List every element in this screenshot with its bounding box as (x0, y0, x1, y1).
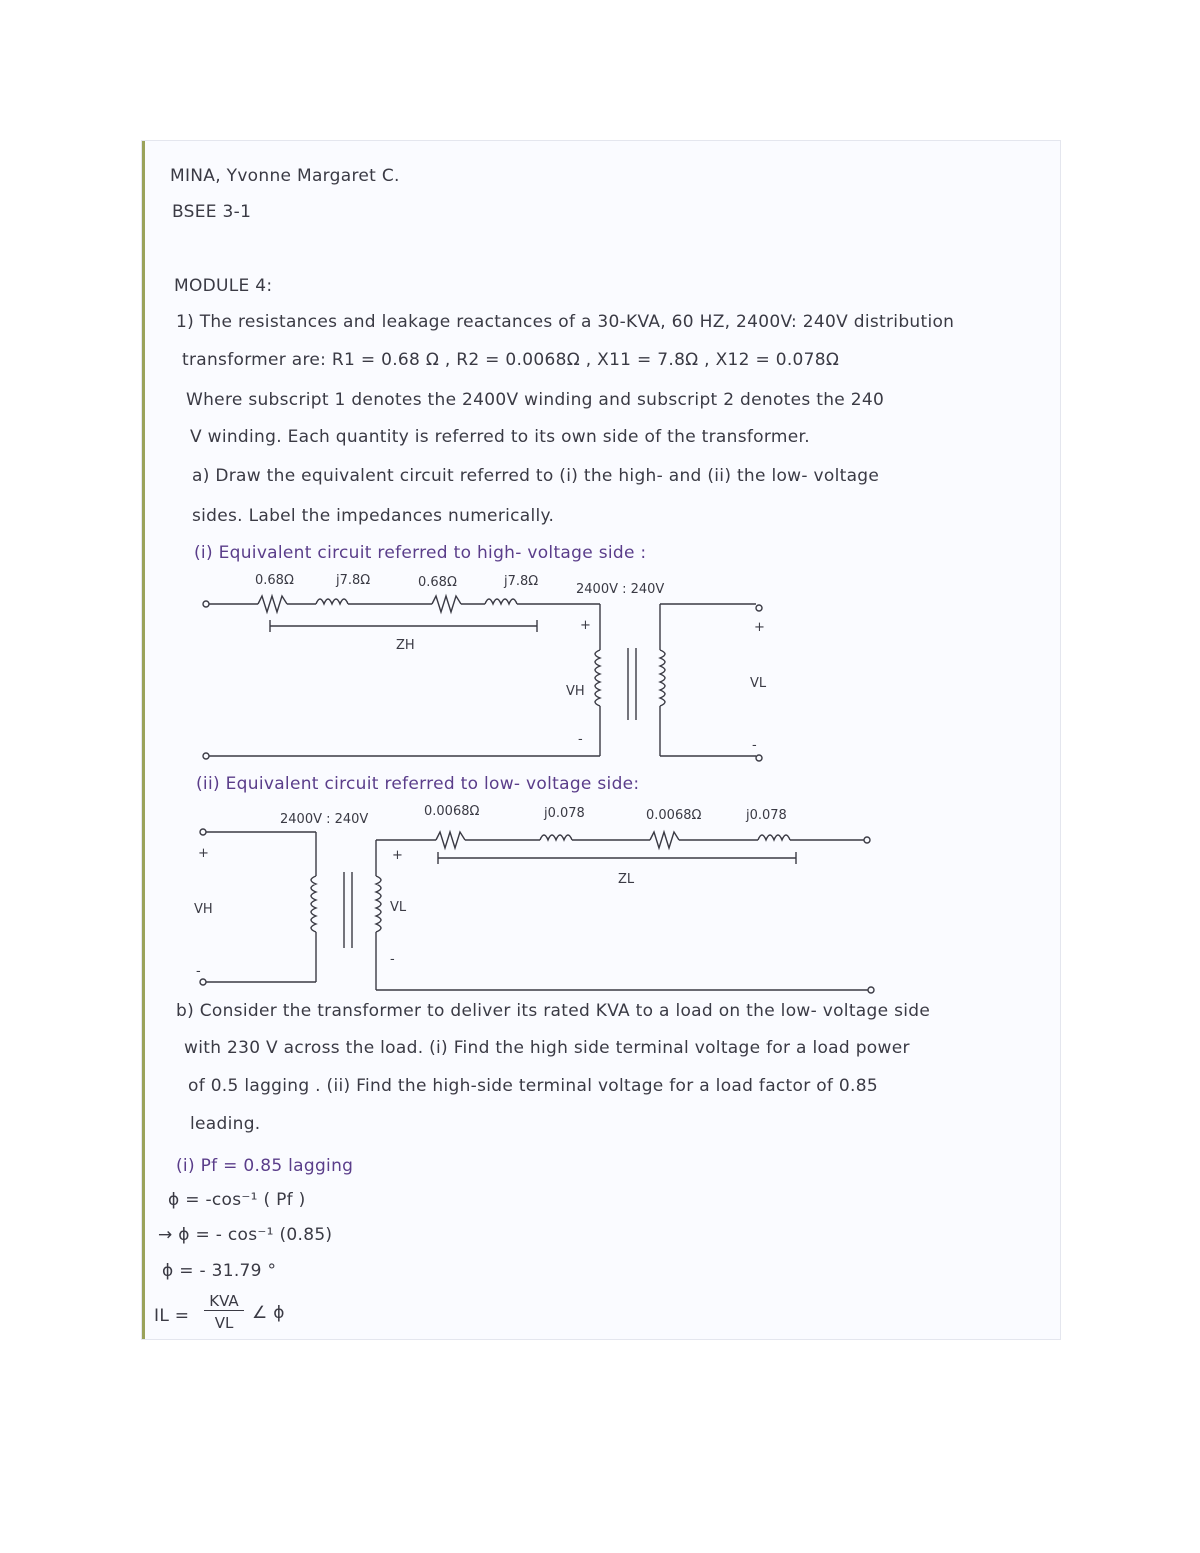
lv-circuit-title: (ii) Equivalent circuit referred to low- voltage side: (196, 774, 640, 794)
part-b-line-1: b) Consider the transformer to deliver its rated KVA to a load on the low- voltage side (176, 1001, 931, 1021)
lv-x2-inductor-symbol (758, 835, 790, 840)
solution-phi-definition: ϕ = -cos⁻¹ ( Pf ) (168, 1190, 306, 1210)
problem-1-line-4: V winding. Each quantity is referred to its own side of the transformer. (190, 427, 810, 447)
lv-x1-label: j0.078 (544, 806, 585, 821)
hv-x2-inductor-symbol (485, 599, 517, 604)
lv-secondary-minus: - (390, 952, 395, 967)
solution-phi-value: ϕ = - 31.79 ° (162, 1261, 277, 1281)
problem-1-line-3: Where subscript 1 denotes the 2400V winding and subscript 2 denotes the 240 (186, 390, 885, 410)
lv-secondary-plus: + (392, 848, 403, 863)
lv-r1-label: 0.0068Ω (424, 804, 480, 819)
hv-secondary-plus: + (754, 620, 765, 635)
lv-r2-resistor-symbol (650, 832, 679, 848)
hv-turns-ratio: 2400V : 240V (576, 582, 665, 597)
hv-r1-resistor-symbol (258, 596, 287, 612)
hv-primary-minus: - (578, 732, 583, 747)
solution-current-denominator: VL (214, 1314, 234, 1332)
hv-r1-label: 0.68Ω (255, 573, 294, 588)
solution-current-angle: ∠ ϕ (252, 1303, 285, 1323)
lv-vl-label: VL (390, 900, 407, 915)
hv-vh-label: VH (566, 684, 585, 699)
lv-secondary-coil (376, 876, 381, 932)
hv-x2-label: j7.8Ω (504, 574, 539, 589)
part-a-line-2: sides. Label the impedances numerically. (192, 506, 555, 526)
student-name: MINA, Yvonne Margaret C. (170, 166, 400, 186)
hv-secondary-minus: - (752, 738, 757, 753)
lv-x1-inductor-symbol (540, 835, 572, 840)
student-section: BSEE 3-1 (172, 202, 252, 222)
hv-vl-label: VL (750, 676, 767, 691)
module-title: MODULE 4: (174, 276, 273, 296)
solution-power-factor: (i) Pf = 0.85 lagging (176, 1156, 354, 1176)
lv-vh-label: VH (194, 902, 213, 917)
part-b-line-4: leading. (190, 1114, 261, 1134)
hv-primary-plus: + (580, 618, 591, 633)
lv-primary-minus: - (196, 964, 201, 979)
lv-r2-label: 0.0068Ω (646, 808, 702, 823)
hv-circuit-title: (i) Equivalent circuit referred to high- voltage side : (194, 543, 647, 563)
lv-primary-coil (311, 876, 316, 932)
part-a-line-1: a) Draw the equivalent circuit referred to (i) the high- and (ii) the low- voltage (192, 466, 880, 486)
part-b-line-2: with 230 V across the load. (i) Find the high side terminal voltage for a load power (184, 1038, 910, 1058)
solution-current-lhs: IL = (154, 1306, 190, 1326)
hv-primary-coil (595, 650, 600, 706)
hv-secondary-coil (660, 650, 665, 706)
lv-x2-label: j0.078 (746, 808, 787, 823)
lv-z-label: ZL (618, 872, 635, 887)
solution-phi-substitution: → ϕ = - cos⁻¹ (0.85) (158, 1225, 333, 1245)
problem-1-line-2: transformer are: R1 = 0.68 Ω , R2 = 0.0068Ω , X11 = 7.8Ω , X12 = 0.078Ω (182, 350, 840, 370)
hv-r2-resistor-symbol (432, 596, 461, 612)
problem-1-line-1: 1) The resistances and leakage reactances of a 30-KVA, 60 HZ, 2400V: 240V distribution (176, 312, 955, 332)
part-b-line-3: of 0.5 lagging . (ii) Find the high-side terminal voltage for a load factor of 0.85 (188, 1076, 878, 1096)
lv-turns-ratio: 2400V : 240V (280, 812, 369, 827)
hv-x1-label: j7.8Ω (336, 573, 371, 588)
lv-primary-plus: + (198, 846, 209, 861)
solution-current-numerator: KVA (204, 1292, 244, 1311)
hv-r2-label: 0.68Ω (418, 575, 457, 590)
hv-z-label: ZH (396, 638, 415, 653)
hv-x1-inductor-symbol (316, 599, 348, 604)
lv-r1-resistor-symbol (436, 832, 465, 848)
